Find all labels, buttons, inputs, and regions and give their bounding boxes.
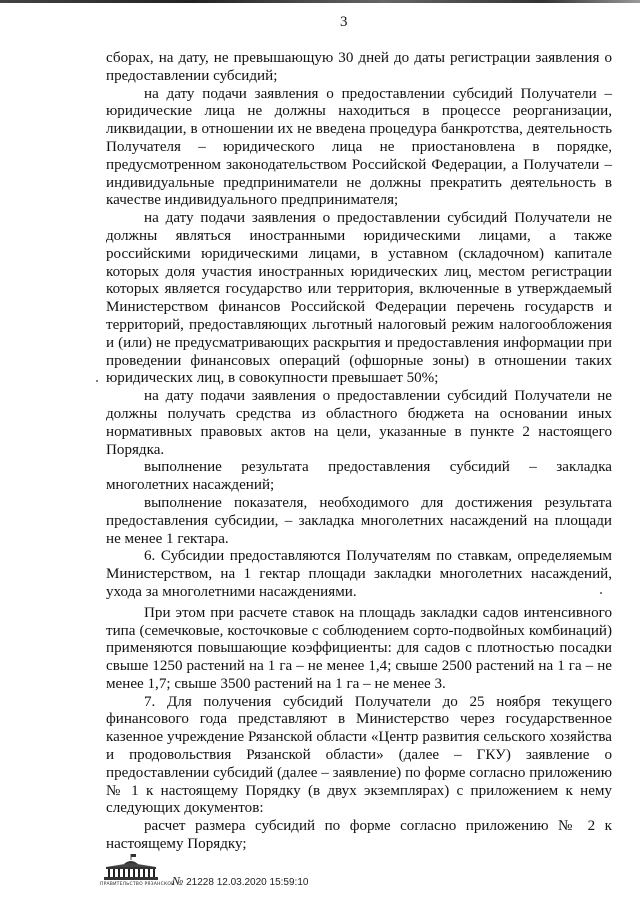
- paragraph: на дату подачи заявления о предоставлении субсидий Получатели – юридические лица не должны находиться в процессе реорганизации, ликвидации, в отношении их не введена процедура банкротства, деятельность Получателя – юридического лица не приостановлена в порядке, предусмотренном законодательством Российской Федерации, а Получатели – индивидуальные предприниматели не должны прекратить деятельность в качестве индивидуального предпринимателя;: [106, 85, 612, 209]
- footer: [100, 852, 320, 892]
- paragraph: При этом при расчете ставок на площадь закладки садов интенсивного типа (семечковые, косточковые с соблюдением сорто-подвойных комбинаций) применяются повышающие коэффициенты: для садов с плотностью посадки свыше 1250 растений на 1 га – не менее 1,4; свыше 2500 растений на 1 га – не менее 1,7; свыше 3500 растений на 1 га – не менее 3.: [106, 604, 612, 692]
- paragraph: выполнение результата предоставления субсидий – закладка многолетних насаждений;: [106, 459, 612, 494]
- government-building-logo-icon: [100, 852, 162, 882]
- paragraph: 6. Субсидии предоставляются Получателям по ставкам, определяемым Министерством, на 1 гектар площади закладки многолетних насаждений, ухода за многолетними насаждениями.: [106, 548, 612, 600]
- registration-number-sign: №: [172, 874, 184, 888]
- paragraph: выполнение показателя, необходимого для достижения результата предоставления субсидии, – закладка многолетних насаждений на площади не менее 1 гектара.: [106, 494, 612, 547]
- logo-caption: ПРАВИТЕЛЬСТВО РЯЗАНСКОЙ: [100, 882, 175, 887]
- document-body: [106, 50, 612, 854]
- scan-edge: [0, 0, 640, 3]
- paragraph: сборах, на дату, не превышающую 30 дней до даты регистрации заявления о предоставлении субсидий;: [106, 50, 612, 84]
- paragraph: 7. Для получения субсидий Получатели до 25 ноября текущего финансового года представляют в Министерство через государственное казенное учреждение Рязанской области «Центр развития сельского хозяйства и продовольствия Рязанской области» (далее – ГКУ) заявление о предоставлении субсидий (далее – заявление) по форме согласно приложению № 1 к настоящему Порядку (в двух экземплярах) с приложением к нему следующих документов:: [106, 693, 612, 817]
- paragraph: расчет размера субсидий по форме согласно приложению № 2 к настоящему Порядку;: [106, 818, 612, 853]
- scan-speck: [96, 380, 98, 382]
- page-number: 3: [340, 14, 348, 30]
- paragraph: на дату подачи заявления о предоставлении субсидий Получатели не должны получать средства из областного бюджета на основании иных нормативных правовых актов на цели, указанные в пункте 2 настоящего Порядка.: [106, 388, 612, 458]
- scan-speck: [600, 592, 602, 594]
- paragraph: на дату подачи заявления о предоставлении субсидий Получатели не должны являться иностранными юридическими лицами, а также российскими юридическими лицами, в уставном (складочном) капитале которых доля участия иностранных юридических лиц, местом регистрации которых является государство или территория, включенные в утверждаемый Министерством финансов Российской Федерации перечень государств и территорий, предоставляющих льготный налоговый режим налогообложения и (или) не предусматривающих раскрытия и предоставления информации при проведении финансовых операций (офшорные зоны) в отношении таких юридических лиц, в совокупности превышает 50%;: [106, 210, 612, 387]
- registration-stamp: [172, 874, 308, 889]
- registration-number-datetime: 21228 12.03.2020 15:59:10: [186, 877, 309, 888]
